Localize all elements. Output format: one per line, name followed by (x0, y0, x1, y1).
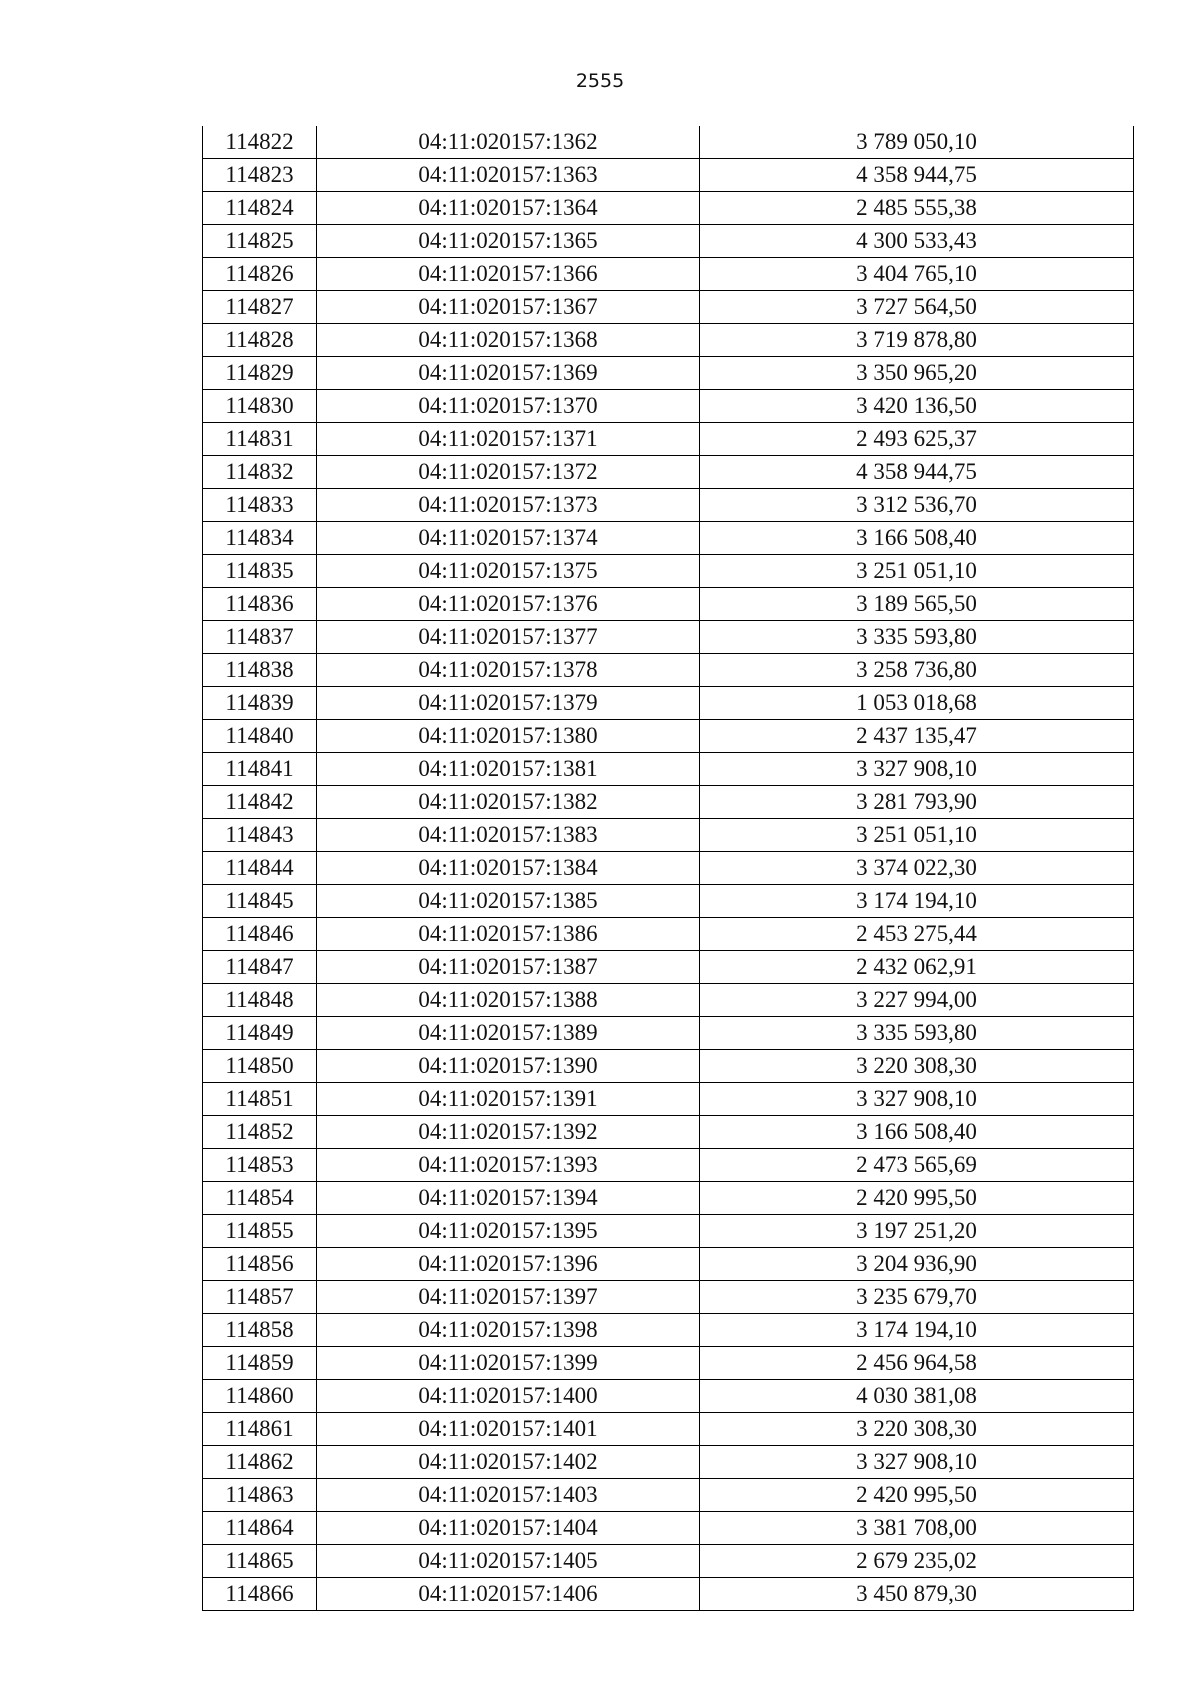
table-row (203, 192, 1134, 225)
cadastral-value-cell: 4 300 533,43 (700, 225, 1134, 258)
cadastral-value-cell: 3 312 536,70 (700, 489, 1134, 522)
page-number: 2555 (575, 70, 625, 92)
cadastral-value-cell: 3 450 879,30 (700, 1578, 1134, 1611)
table-row (203, 1248, 1134, 1281)
row-number-cell: 114850 (203, 1050, 317, 1083)
row-number-cell: 114827 (203, 291, 317, 324)
cadastral-number-cell: 04:11:020157:1364 (317, 192, 700, 225)
table-row (203, 918, 1134, 951)
cadastral-value-cell: 3 789 050,10 (700, 126, 1134, 159)
row-number-cell: 114830 (203, 390, 317, 423)
table-row (203, 1545, 1134, 1578)
table-row (203, 720, 1134, 753)
cadastral-number-cell: 04:11:020157:1406 (317, 1578, 700, 1611)
table-row (203, 885, 1134, 918)
cadastral-value-cell: 3 335 593,80 (700, 1017, 1134, 1050)
row-number-cell: 114860 (203, 1380, 317, 1413)
table-row (203, 390, 1134, 423)
cadastral-number-cell: 04:11:020157:1378 (317, 654, 700, 687)
table-row (203, 621, 1134, 654)
row-number-cell: 114848 (203, 984, 317, 1017)
cadastral-number-cell: 04:11:020157:1404 (317, 1512, 700, 1545)
cadastral-number-cell: 04:11:020157:1402 (317, 1446, 700, 1479)
cadastral-value-cell: 3 204 936,90 (700, 1248, 1134, 1281)
cadastral-number-cell: 04:11:020157:1393 (317, 1149, 700, 1182)
table-row (203, 357, 1134, 390)
row-number-cell: 114836 (203, 588, 317, 621)
cadastral-value-cell: 2 473 565,69 (700, 1149, 1134, 1182)
table-row (203, 522, 1134, 555)
cadastral-value-cell: 2 485 555,38 (700, 192, 1134, 225)
row-number-cell: 114825 (203, 225, 317, 258)
row-number-cell: 114837 (203, 621, 317, 654)
cadastral-number-cell: 04:11:020157:1386 (317, 918, 700, 951)
cadastral-number-cell: 04:11:020157:1390 (317, 1050, 700, 1083)
table-row (203, 786, 1134, 819)
cadastral-number-cell: 04:11:020157:1375 (317, 555, 700, 588)
row-number-cell: 114835 (203, 555, 317, 588)
cadastral-number-cell: 04:11:020157:1395 (317, 1215, 700, 1248)
cadastral-number-cell: 04:11:020157:1405 (317, 1545, 700, 1578)
cadastral-value-cell: 3 174 194,10 (700, 1314, 1134, 1347)
cadastral-number-cell: 04:11:020157:1366 (317, 258, 700, 291)
row-number-cell: 114833 (203, 489, 317, 522)
table-row (203, 1050, 1134, 1083)
table-row (203, 324, 1134, 357)
cadastral-value-cell: 3 235 679,70 (700, 1281, 1134, 1314)
cadastral-number-cell: 04:11:020157:1377 (317, 621, 700, 654)
cadastral-value-cell: 2 679 235,02 (700, 1545, 1134, 1578)
row-number-cell: 114822 (203, 126, 317, 159)
table-row (203, 1215, 1134, 1248)
row-number-cell: 114851 (203, 1083, 317, 1116)
cadastral-value-cell: 3 327 908,10 (700, 1083, 1134, 1116)
cadastral-number-cell: 04:11:020157:1380 (317, 720, 700, 753)
cadastral-value-cell: 2 420 995,50 (700, 1182, 1134, 1215)
cadastral-value-cell: 3 220 308,30 (700, 1413, 1134, 1446)
row-number-cell: 114845 (203, 885, 317, 918)
row-number-cell: 114864 (203, 1512, 317, 1545)
cadastral-value-cell: 2 493 625,37 (700, 423, 1134, 456)
cadastral-number-cell: 04:11:020157:1370 (317, 390, 700, 423)
cadastral-number-cell: 04:11:020157:1403 (317, 1479, 700, 1512)
cadastral-value-cell: 3 166 508,40 (700, 522, 1134, 555)
table-row (203, 1347, 1134, 1380)
table-row (203, 258, 1134, 291)
cadastral-number-cell: 04:11:020157:1382 (317, 786, 700, 819)
cadastral-value-cell: 4 358 944,75 (700, 456, 1134, 489)
row-number-cell: 114828 (203, 324, 317, 357)
cadastral-value-cell: 2 453 275,44 (700, 918, 1134, 951)
row-number-cell: 114852 (203, 1116, 317, 1149)
row-number-cell: 114858 (203, 1314, 317, 1347)
cadastral-value-cell: 2 432 062,91 (700, 951, 1134, 984)
row-number-cell: 114840 (203, 720, 317, 753)
row-number-cell: 114853 (203, 1149, 317, 1182)
row-number-cell: 114861 (203, 1413, 317, 1446)
table-row (203, 456, 1134, 489)
table-row (203, 1182, 1134, 1215)
cadastral-number-cell: 04:11:020157:1387 (317, 951, 700, 984)
cadastral-number-cell: 04:11:020157:1379 (317, 687, 700, 720)
table-row (203, 1479, 1134, 1512)
table-row (203, 1281, 1134, 1314)
cadastral-number-cell: 04:11:020157:1374 (317, 522, 700, 555)
cadastral-number-cell: 04:11:020157:1381 (317, 753, 700, 786)
row-number-cell: 114859 (203, 1347, 317, 1380)
row-number-cell: 114855 (203, 1215, 317, 1248)
table-row (203, 819, 1134, 852)
table-row (203, 984, 1134, 1017)
cadastral-value-cell: 3 420 136,50 (700, 390, 1134, 423)
row-number-cell: 114846 (203, 918, 317, 951)
table-row (203, 423, 1134, 456)
table-row (203, 1017, 1134, 1050)
table-row (203, 951, 1134, 984)
table-row (203, 1512, 1134, 1545)
cadastral-number-cell: 04:11:020157:1391 (317, 1083, 700, 1116)
table-row (203, 555, 1134, 588)
table-row (203, 1083, 1134, 1116)
row-number-cell: 114844 (203, 852, 317, 885)
cadastral-number-cell: 04:11:020157:1373 (317, 489, 700, 522)
row-number-cell: 114857 (203, 1281, 317, 1314)
row-number-cell: 114849 (203, 1017, 317, 1050)
table-body (203, 126, 1134, 1611)
row-number-cell: 114832 (203, 456, 317, 489)
table-row (203, 126, 1134, 159)
table-row (203, 687, 1134, 720)
cadastral-value-cell: 3 189 565,50 (700, 588, 1134, 621)
cadastral-number-cell: 04:11:020157:1368 (317, 324, 700, 357)
cadastral-number-cell: 04:11:020157:1362 (317, 126, 700, 159)
cadastral-number-cell: 04:11:020157:1400 (317, 1380, 700, 1413)
row-number-cell: 114865 (203, 1545, 317, 1578)
row-number-cell: 114824 (203, 192, 317, 225)
cadastral-number-cell: 04:11:020157:1388 (317, 984, 700, 1017)
table-row (203, 159, 1134, 192)
cadastral-number-cell: 04:11:020157:1399 (317, 1347, 700, 1380)
cadastral-value-cell: 2 420 995,50 (700, 1479, 1134, 1512)
cadastral-number-cell: 04:11:020157:1398 (317, 1314, 700, 1347)
row-number-cell: 114838 (203, 654, 317, 687)
row-number-cell: 114866 (203, 1578, 317, 1611)
cadastral-number-cell: 04:11:020157:1397 (317, 1281, 700, 1314)
cadastral-value-cell: 3 350 965,20 (700, 357, 1134, 390)
row-number-cell: 114847 (203, 951, 317, 984)
cadastral-value-table (202, 126, 1134, 1611)
cadastral-value-cell: 1 053 018,68 (700, 687, 1134, 720)
cadastral-value-cell: 3 327 908,10 (700, 1446, 1134, 1479)
cadastral-number-cell: 04:11:020157:1396 (317, 1248, 700, 1281)
row-number-cell: 114854 (203, 1182, 317, 1215)
cadastral-value-cell: 3 258 736,80 (700, 654, 1134, 687)
cadastral-value-cell: 3 251 051,10 (700, 819, 1134, 852)
cadastral-value-cell: 3 719 878,80 (700, 324, 1134, 357)
table-row (203, 225, 1134, 258)
cadastral-number-cell: 04:11:020157:1363 (317, 159, 700, 192)
cadastral-number-cell: 04:11:020157:1394 (317, 1182, 700, 1215)
row-number-cell: 114856 (203, 1248, 317, 1281)
table-row (203, 1446, 1134, 1479)
cadastral-number-cell: 04:11:020157:1365 (317, 225, 700, 258)
cadastral-value-cell: 3 281 793,90 (700, 786, 1134, 819)
row-number-cell: 114839 (203, 687, 317, 720)
table-row (203, 1149, 1134, 1182)
cadastral-number-cell: 04:11:020157:1389 (317, 1017, 700, 1050)
cadastral-value-cell: 3 727 564,50 (700, 291, 1134, 324)
table-row (203, 1116, 1134, 1149)
cadastral-value-cell: 3 197 251,20 (700, 1215, 1134, 1248)
cadastral-number-cell: 04:11:020157:1372 (317, 456, 700, 489)
cadastral-number-cell: 04:11:020157:1376 (317, 588, 700, 621)
cadastral-value-cell: 3 335 593,80 (700, 621, 1134, 654)
cadastral-value-cell: 4 358 944,75 (700, 159, 1134, 192)
cadastral-number-cell: 04:11:020157:1369 (317, 357, 700, 390)
table-row (203, 1413, 1134, 1446)
cadastral-number-cell: 04:11:020157:1384 (317, 852, 700, 885)
row-number-cell: 114863 (203, 1479, 317, 1512)
table-row (203, 1380, 1134, 1413)
cadastral-number-cell: 04:11:020157:1385 (317, 885, 700, 918)
cadastral-value-cell: 2 437 135,47 (700, 720, 1134, 753)
row-number-cell: 114834 (203, 522, 317, 555)
table-row (203, 588, 1134, 621)
cadastral-number-cell: 04:11:020157:1392 (317, 1116, 700, 1149)
row-number-cell: 114829 (203, 357, 317, 390)
cadastral-value-cell: 3 251 051,10 (700, 555, 1134, 588)
table-row (203, 489, 1134, 522)
table-row (203, 1578, 1134, 1611)
cadastral-value-cell: 3 174 194,10 (700, 885, 1134, 918)
cadastral-value-cell: 3 166 508,40 (700, 1116, 1134, 1149)
cadastral-value-cell: 4 030 381,08 (700, 1380, 1134, 1413)
row-number-cell: 114862 (203, 1446, 317, 1479)
cadastral-value-cell: 3 374 022,30 (700, 852, 1134, 885)
table-row (203, 291, 1134, 324)
row-number-cell: 114823 (203, 159, 317, 192)
row-number-cell: 114826 (203, 258, 317, 291)
row-number-cell: 114843 (203, 819, 317, 852)
cadastral-value-cell: 3 327 908,10 (700, 753, 1134, 786)
cadastral-number-cell: 04:11:020157:1367 (317, 291, 700, 324)
table-row (203, 654, 1134, 687)
cadastral-value-cell: 3 381 708,00 (700, 1512, 1134, 1545)
cadastral-number-cell: 04:11:020157:1401 (317, 1413, 700, 1446)
cadastral-value-cell: 3 404 765,10 (700, 258, 1134, 291)
table-row (203, 1314, 1134, 1347)
row-number-cell: 114831 (203, 423, 317, 456)
cadastral-value-cell: 2 456 964,58 (700, 1347, 1134, 1380)
cadastral-number-cell: 04:11:020157:1371 (317, 423, 700, 456)
table-row (203, 852, 1134, 885)
cadastral-value-cell: 3 220 308,30 (700, 1050, 1134, 1083)
row-number-cell: 114841 (203, 753, 317, 786)
cadastral-number-cell: 04:11:020157:1383 (317, 819, 700, 852)
cadastral-value-cell: 3 227 994,00 (700, 984, 1134, 1017)
table-row (203, 753, 1134, 786)
row-number-cell: 114842 (203, 786, 317, 819)
